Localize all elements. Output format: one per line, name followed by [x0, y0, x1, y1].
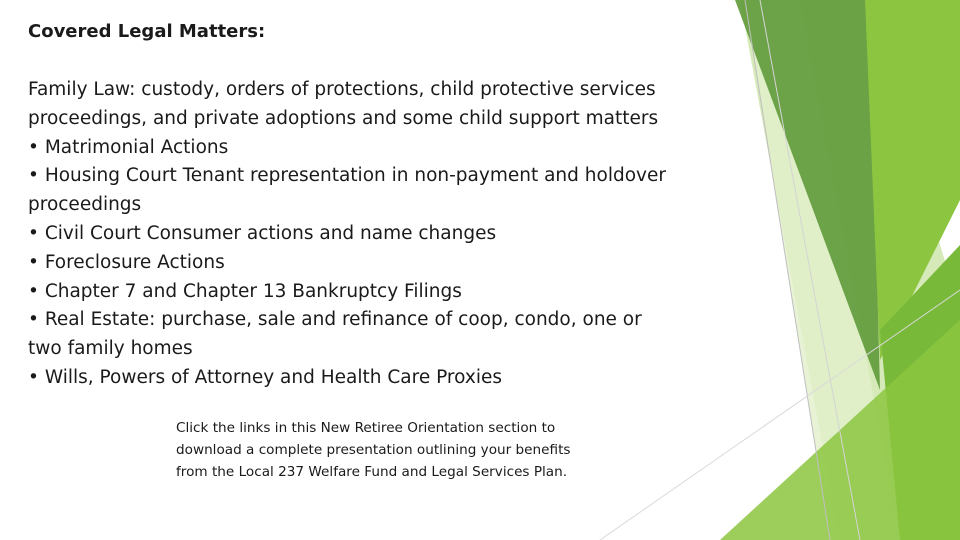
bullet-text: Chapter 7 and Chapter 13 Bankruptcy Filings	[44, 280, 462, 302]
slide-title: Covered Legal Matters:	[28, 21, 266, 42]
bullet-text: Housing Court Tenant representation in non-payment and holdover	[44, 165, 666, 187]
bullet-text: Foreclosure Actions	[44, 251, 225, 273]
bullet-glyph: •	[28, 366, 39, 388]
bullet-text: proceedings	[28, 194, 142, 216]
bullet-item	[28, 364, 728, 393]
intro-line: Family Law: custody, orders of protections, child protective services	[28, 79, 656, 100]
bullet-item	[28, 278, 728, 307]
note-line: download a complete presentation outlining your benefits	[176, 441, 571, 458]
note-line: from the Local 237 Welfare Fund and Legal Services Plan.	[176, 463, 568, 480]
bullet-glyph: •	[28, 280, 39, 302]
bullet-continuation	[28, 335, 728, 364]
bullet-item	[28, 134, 728, 163]
download-note	[176, 418, 616, 483]
bullet-item	[28, 220, 728, 249]
bullet-glyph: •	[28, 309, 39, 331]
legal-matters-list	[28, 76, 728, 393]
bullet-text: Real Estate: purchase, sale and refinance of coop, condo, one or	[44, 309, 642, 331]
bullet-glyph: •	[28, 222, 39, 244]
bullet-item	[28, 162, 728, 191]
bullet-item	[28, 249, 728, 278]
bullet-text: Civil Court Consumer actions and name changes	[44, 222, 497, 244]
bullet-text: Wills, Powers of Attorney and Health Care Proxies	[44, 366, 502, 388]
intro-line: proceedings, and private adoptions and some child support matters	[28, 107, 659, 129]
bullet-item	[28, 306, 728, 335]
bullet-glyph: •	[28, 136, 39, 158]
bullet-text: Matrimonial Actions	[44, 136, 229, 158]
bullet-text: two family homes	[28, 338, 193, 360]
bullet-glyph: •	[28, 165, 39, 187]
bullet-list	[28, 134, 728, 393]
bullet-continuation	[28, 191, 728, 220]
note-line: Click the links in this New Retiree Orientation section to	[176, 420, 556, 436]
bullet-glyph: •	[28, 251, 39, 273]
